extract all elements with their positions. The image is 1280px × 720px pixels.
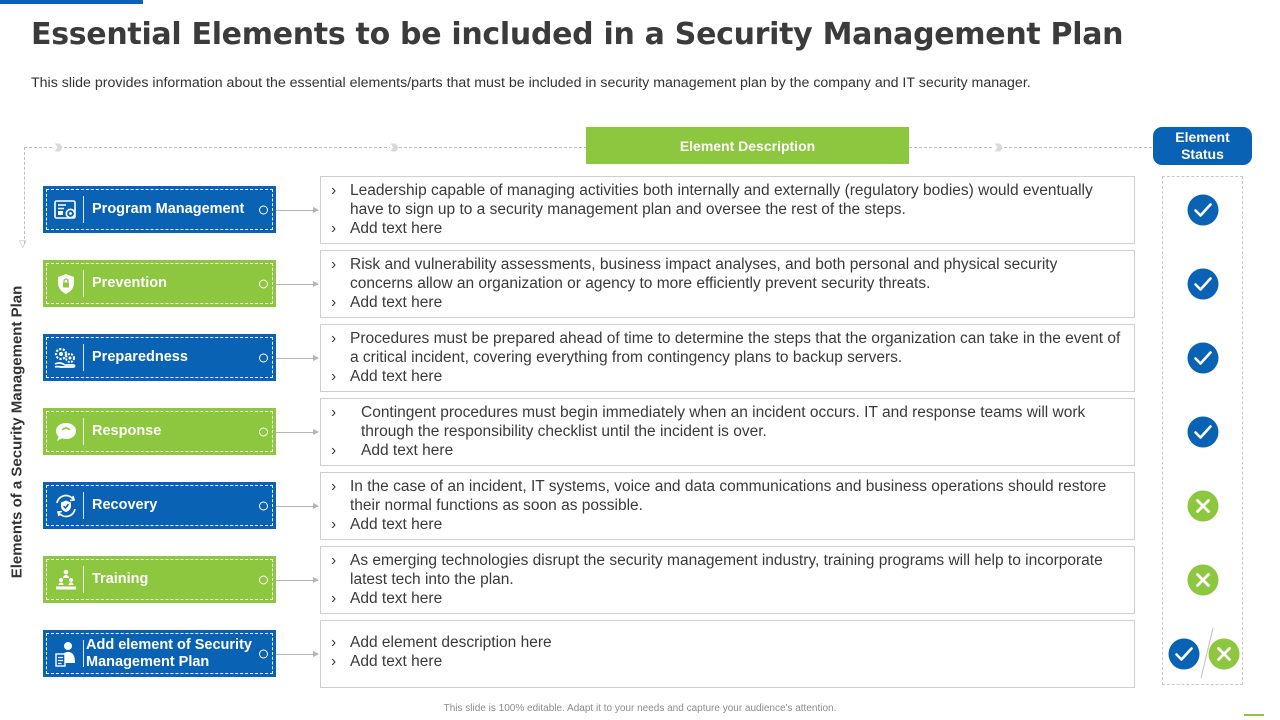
element-button-frame (46, 189, 273, 230)
element-button-training[interactable] (43, 556, 276, 603)
connector-arrow-icon (276, 358, 318, 359)
bullet-text: As emerging technologies disrupt the security management industry, training programs will help to incorporate latest tech into the plan. (350, 552, 1103, 588)
element-button-frame (46, 337, 273, 378)
description-box-prevention (320, 250, 1135, 318)
description-bullet (331, 477, 1124, 515)
bullet-chevron-icon: › (331, 330, 337, 347)
connector-node-icon (259, 501, 268, 510)
shield-icon (49, 273, 83, 295)
element-label: Prevention (92, 275, 167, 291)
status-header-line2: Status (1181, 146, 1224, 162)
element-icon-divider (83, 640, 84, 667)
description-bullet (331, 367, 1124, 386)
bullet-chevron-icon: › (331, 220, 337, 237)
connector-node-icon (259, 205, 268, 214)
element-status-header (1153, 127, 1252, 165)
status-check-icon (1168, 638, 1200, 670)
status-check-icon (1187, 268, 1219, 300)
chat-bubble-icon (49, 421, 83, 443)
description-box-preparedness (320, 324, 1135, 392)
description-bullet (331, 652, 1124, 671)
connector-node-icon (259, 353, 268, 362)
corner-accent (1244, 714, 1264, 716)
connector-node-icon (259, 279, 268, 288)
bullet-text: Contingent procedures must begin immediately when an incident occurs. IT and response teams will work through the responsibility checklist until the incident is over. (361, 404, 1086, 440)
bullet-chevron-icon: › (331, 653, 337, 670)
bullet-chevron-icon: › (331, 294, 337, 311)
bullet-text: Add text here (361, 442, 454, 459)
description-bullet (331, 403, 1124, 441)
description-bullet (331, 441, 1124, 460)
dashed-guide-arrow-icon: ▽ (19, 239, 27, 250)
element-label: Add element of Security Management Plan (86, 636, 252, 670)
element-icon-divider (83, 344, 84, 371)
element-icon-divider (83, 270, 84, 297)
element-button-frame (46, 263, 273, 304)
description-bullet (331, 293, 1124, 312)
bullet-chevron-icon: › (331, 182, 337, 199)
double-chevron-icon: ›› (390, 136, 396, 158)
bullet-chevron-icon: › (331, 368, 337, 385)
bullet-chevron-icon: › (331, 478, 337, 495)
dashed-guide-left (24, 147, 25, 244)
bullet-chevron-icon: › (331, 590, 337, 607)
description-bullet (331, 515, 1124, 534)
bullet-text: Add text here (350, 653, 443, 670)
connector-arrow-icon (276, 210, 318, 211)
double-chevron-icon: ›› (54, 136, 60, 158)
bullet-chevron-icon: › (331, 552, 337, 569)
status-divider-slash (1200, 627, 1214, 679)
team-pyramid-icon (49, 569, 83, 591)
description-bullet (331, 329, 1124, 367)
description-bullet (331, 551, 1124, 589)
element-button-frame (46, 411, 273, 452)
bullet-chevron-icon: › (331, 442, 337, 459)
bullet-text: Add text here (350, 590, 443, 607)
document-gear-icon (49, 199, 83, 221)
bullet-text: Add text here (350, 516, 443, 533)
connector-arrow-icon (276, 432, 318, 433)
description-bullet (331, 181, 1124, 219)
element-button-frame (46, 559, 273, 600)
element-label: Response (92, 423, 162, 439)
element-label: Preparedness (92, 349, 188, 365)
description-box-add-element-of-security-management-plan (320, 620, 1135, 688)
element-icon-divider (83, 566, 84, 593)
connector-node-icon (259, 427, 268, 436)
description-bullet (331, 633, 1124, 652)
status-check-icon (1187, 342, 1219, 374)
description-bullet (331, 255, 1124, 293)
gears-hand-icon (49, 346, 83, 370)
shield-cycle-icon (49, 494, 83, 518)
bullet-text: In the case of an incident, IT systems, voice and data communications and business operations should restore their normal functions as soon as possible. (350, 478, 1107, 514)
bullet-text: Risk and vulnerability assessments, business impact analyses, and both personal and physical security concerns allow an organization or agency to more efficiently prevent security threats. (350, 256, 1058, 292)
page-title: Essential Elements to be included in a Security Management Plan (31, 17, 1124, 52)
description-bullet (331, 589, 1124, 608)
status-cross-icon (1187, 564, 1219, 596)
status-header-line1: Element (1175, 129, 1230, 145)
element-icon-divider (83, 418, 84, 445)
bullet-chevron-icon: › (331, 256, 337, 273)
connector-node-icon (259, 649, 268, 658)
bullet-text: Add text here (350, 368, 443, 385)
top-accent-bar (0, 0, 143, 4)
bullet-chevron-icon: › (331, 634, 337, 651)
description-box-response (320, 398, 1135, 466)
bullet-text: Add text here (350, 294, 443, 311)
status-cross-icon (1187, 490, 1219, 522)
element-description-header: Element Description (586, 127, 909, 164)
description-box-program-management (320, 176, 1135, 244)
bullet-text: Add element description here (350, 634, 552, 651)
element-button-preparedness[interactable] (43, 334, 276, 381)
bullet-chevron-icon: › (331, 516, 337, 533)
vertical-axis-label: Elements of a Security Management Plan (8, 285, 26, 579)
status-check-icon (1187, 416, 1219, 448)
element-label: Program Management (92, 201, 245, 217)
user-document-icon (49, 641, 83, 667)
description-box-recovery (320, 472, 1135, 540)
description-box-training (320, 546, 1135, 614)
element-button-response[interactable] (43, 408, 276, 455)
footer-note: This slide is 100% editable. Adapt it to your needs and capture your audience's attention. (443, 703, 837, 714)
element-button-recovery[interactable] (43, 482, 276, 529)
element-button-prevention[interactable] (43, 260, 276, 307)
bullet-text: Leadership capable of managing activities both internally and externally (regulatory bodies) would eventually have to sign up to a security management plan and oversee the rest of the steps. (350, 182, 1093, 218)
connector-arrow-icon (276, 654, 318, 655)
element-button-program-management[interactable] (43, 186, 276, 233)
description-bullet (331, 219, 1124, 238)
element-label: Recovery (92, 497, 158, 513)
connector-node-icon (259, 575, 268, 584)
connector-arrow-icon (276, 284, 318, 285)
element-label: Training (92, 571, 149, 587)
element-icon-divider (83, 196, 84, 223)
connector-arrow-icon (276, 506, 318, 507)
element-button-frame (46, 633, 273, 674)
bullet-text: Procedures must be prepared ahead of time to determine the steps that the organization can take in the event of a critical incident, covering everything from contingency plans to backup servers. (350, 330, 1121, 366)
connector-arrow-icon (276, 580, 318, 581)
bullet-chevron-icon: › (331, 404, 337, 421)
element-button-frame (46, 485, 273, 526)
element-button-add-element-of-security-management-plan[interactable] (43, 630, 276, 677)
double-chevron-icon: ›› (994, 136, 1000, 158)
bullet-text: Add text here (350, 220, 443, 237)
element-icon-divider (83, 492, 84, 519)
status-check-icon (1187, 194, 1219, 226)
slide-subtitle: This slide provides information about the essential elements/parts that must be included in security management plan by the company and IT security manager. (31, 75, 1031, 91)
